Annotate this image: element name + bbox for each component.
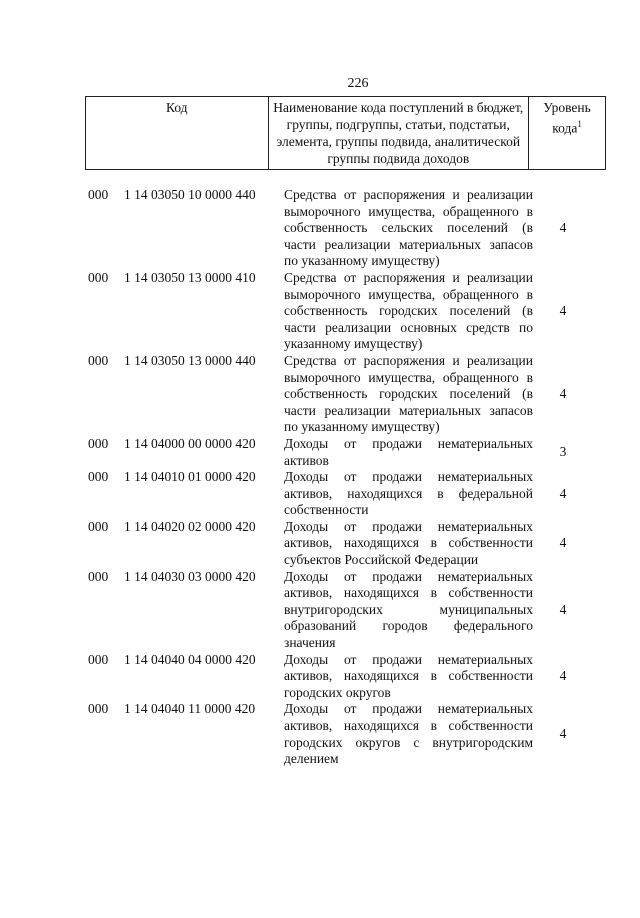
row-prefix: 000 — [88, 518, 109, 534]
row-prefix: 000 — [88, 568, 109, 584]
row-prefix: 000 — [88, 701, 109, 717]
row-level: 4 — [559, 303, 567, 319]
row-name: Средства от распоряжения и реализации выморочного имущества, обращенного в собственность городских поселений (в части реализации материальных запасов по указанному имуществу) — [284, 352, 533, 435]
page-number: 226 — [347, 76, 369, 91]
header-code: Код — [86, 97, 269, 170]
table-row — [88, 270, 588, 353]
table-row — [88, 353, 588, 436]
row-prefix: 000 — [88, 187, 109, 202]
row-code: 1 14 03050 13 0000 440 — [124, 352, 256, 368]
table-row — [88, 519, 588, 569]
header-level-footnote: 1 — [577, 119, 582, 129]
row-prefix: 000 — [88, 435, 109, 451]
header-level-label: Уровень кода — [543, 100, 591, 136]
row-level: 4 — [559, 220, 567, 236]
table-row — [88, 569, 588, 652]
header-level — [529, 97, 606, 170]
table-row — [88, 701, 588, 767]
table-row — [88, 652, 588, 702]
row-level: 4 — [559, 386, 567, 402]
row-name: Средства от распоряжения и реализации выморочного имущества, обращенного в собственность городских поселений (в части реализации основных средств по указанному имуществу) — [284, 269, 533, 352]
row-prefix: 000 — [88, 269, 109, 285]
row-code: 1 14 04000 00 0000 420 — [124, 435, 256, 451]
row-level: 4 — [559, 485, 567, 501]
row-code: 1 14 03050 10 0000 440 — [124, 187, 256, 202]
row-code: 1 14 04040 11 0000 420 — [124, 701, 256, 717]
row-code: 1 14 04030 03 0000 420 — [124, 568, 256, 584]
income-code-list — [88, 187, 588, 768]
row-level: 4 — [559, 601, 567, 617]
row-name: Средства от распоряжения и реализации выморочного имущества, обращенного в собственность сельских поселений (в части реализации материальных запасов по указанному имуществу) — [284, 187, 533, 269]
row-name: Доходы от продажи нематериальных активов, находящихся в собственности городских округов — [284, 651, 533, 700]
row-level: 4 — [559, 726, 567, 742]
row-prefix: 000 — [88, 469, 109, 485]
row-level: 3 — [559, 444, 567, 460]
row-name: Доходы от продажи нематериальных активов — [284, 435, 533, 468]
header-name: Наименование кода поступлений в бюджет, группы, подгруппы, статьи, подстатьи, элемента, группы подвида, аналитической группы подвида доходов — [268, 97, 529, 170]
row-level: 4 — [559, 668, 567, 684]
table-row — [88, 187, 588, 270]
row-code: 1 14 04010 01 0000 420 — [124, 469, 256, 485]
table-row — [88, 469, 588, 519]
table-row — [88, 436, 588, 469]
row-name: Доходы от продажи нематериальных активов, находящихся в собственности городских округов с внутригородским делением — [284, 701, 533, 767]
column-header-table — [85, 96, 606, 170]
row-code: 1 14 04040 04 0000 420 — [124, 651, 256, 667]
row-code: 1 14 04020 02 0000 420 — [124, 518, 256, 534]
row-name: Доходы от продажи нематериальных активов, находящихся в собственности внутригородских муниципальных образований городов федерального значения — [284, 568, 533, 651]
row-code: 1 14 03050 13 0000 410 — [124, 269, 256, 285]
row-prefix: 000 — [88, 651, 109, 667]
row-prefix: 000 — [88, 352, 109, 368]
row-name: Доходы от продажи нематериальных активов, находящихся в собственности субъектов Российской Федерации — [284, 518, 533, 568]
row-name: Доходы от продажи нематериальных активов, находящихся в федеральной собственности — [284, 469, 533, 518]
row-level: 4 — [559, 535, 567, 551]
